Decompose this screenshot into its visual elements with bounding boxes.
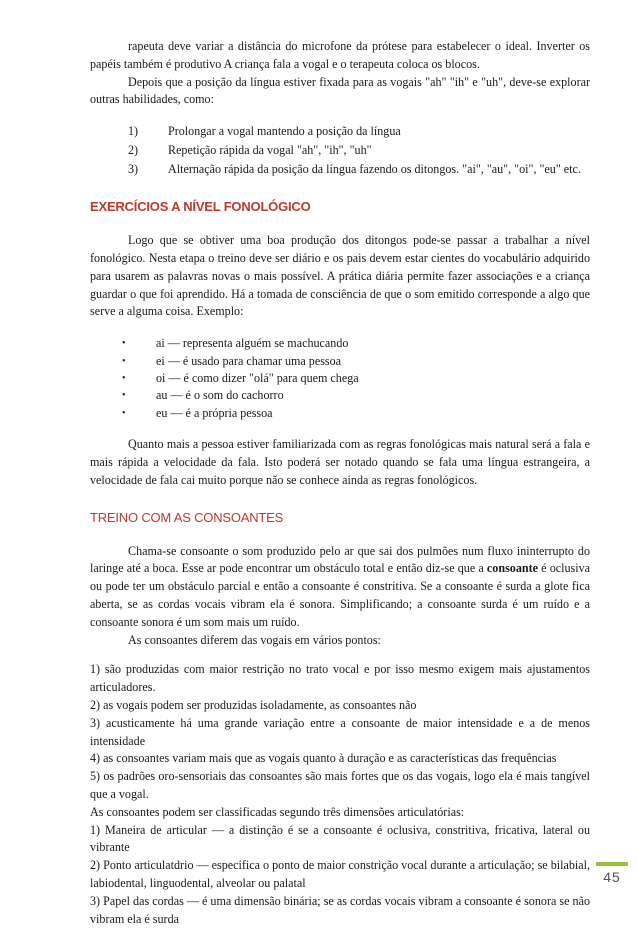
fonologico-paragraph-1: Logo que se obtiver uma boa produção dos ditongos pode-se passar a trabalhar a nível fonológico. Nesta etapa o treino deve ser diário e os pais devem estar cientes do vocabulário adquirido para usarem as palavras novas o mais possível. A prática diária permite fazer associações e a criança guardar o que foi aprendido. Há a tomada de consciência de que o som emitido corresponde a algo que serve a alguma coisa. Exemplo: [90, 233, 590, 319]
list-text: eu — é a própria pessoa [156, 405, 273, 420]
list-item [90, 387, 590, 404]
text-run: é oclusiva ou pode ter um obstáculo parcial e então a consoante é constritiva. Se a consoante é surda a glote fica aberta, se as cordas vocais vibram ela é sonora. Simplificando; a consoante surda é um ruído e a consoante sonora é um som mais um ruído. [90, 561, 590, 629]
skills-list [90, 122, 590, 179]
list-item [90, 405, 590, 422]
bullet-icon: • [122, 407, 126, 419]
dimensions-intro: As consoantes podem ser classificadas segundo três dimensões articulatórias: [90, 804, 465, 819]
text-run: Chama-se consoante o som produzido pelo ar que sai dos pulmões num fluxo ininterrupto do laringe até a boca. Esse ar pode encontrar um obstáculo total e então diz-se que a [90, 543, 590, 576]
page-number-box [596, 862, 628, 885]
consoantes-paragraph-1 [90, 543, 590, 632]
difference-point: 3) acusticamente há uma grande variação entre a consoante de maior intensidade e a de menos intensidade [90, 715, 590, 748]
intro-paragraph-2: Depois que a posição da língua estiver fixada para as vogais "ah" "ih" e "uh", deve-se explorar outras habilidades, como: [90, 74, 590, 107]
list-item [90, 141, 590, 160]
spacer [90, 649, 590, 661]
section-heading-fonologico: EXERCÍCIOS A NÍVEL FONOLÓGICO [90, 199, 311, 215]
list-text: oi — é como dizer "olá" para quem chega [156, 370, 359, 385]
difference-point: 5) os padrões oro-sensoriais das consoantes são mais fortes que os das vogais, logo ela é mais tangível que a vogal. [90, 769, 590, 801]
list-item [90, 122, 590, 141]
difference-point: 4) as consoantes variam mais que as vogais quanto à duração e as características das frequências [90, 751, 557, 766]
bullet-icon: • [122, 390, 126, 402]
consoantes-paragraph-2: As consoantes diferem das vogais em vários pontos: [128, 632, 381, 647]
list-item [90, 353, 590, 370]
list-text: Repetição rápida da vogal "ah", "ih", "uh" [168, 143, 372, 158]
page-number: 45 [603, 869, 621, 885]
list-text: ai — representa alguém se machucando [156, 336, 349, 351]
bullet-icon: • [122, 338, 126, 350]
section-heading-consoantes: TREINO COM AS CONSOANTES [90, 509, 284, 525]
list-text: ei — é usado para chamar uma pessoa [156, 353, 342, 368]
list-text: Alternação rápida da posição da língua fazendo os ditongos. "ai", "au", "oi", "eu" etc. [168, 162, 581, 177]
list-number: 1) [128, 124, 139, 139]
list-number: 3) [128, 162, 139, 177]
difference-point: 1) são produzidas com maior restrição no trato vocal e por isso mesmo exigem mais ajustamentos articuladores. [90, 662, 590, 695]
dimension-point: 1) Maneira de articular — a distinção é se a consoante é oclusiva, constritiva, fricativa, lateral ou vibrante [90, 822, 590, 855]
difference-point: 2) as vogais podem ser produzidas isoladamente, as consoantes não [90, 697, 417, 712]
bullet-icon: • [122, 372, 126, 384]
diphthong-bullet-list [90, 335, 590, 422]
bold-term: consoante [486, 561, 538, 576]
page-content [90, 38, 590, 928]
dimension-point: 3) Papel das cordas — é uma dimensão binária; se as cordas vocais vibram a consoante é sonora se não vibram ela é surda [90, 893, 590, 926]
fonologico-paragraph-2: Quanto mais a pessoa estiver familiarizada com as regras fonológicas mais natural será a fala e mais rápida a velocidade da fala. Isto poderá ser notado quando se fala uma língua estrangeira, a velocidade de fala cai muito porque não se conhece ainda as regras fonológicos. [90, 437, 590, 487]
list-text: au — é o som do cachorro [156, 388, 284, 403]
list-text: Prolongar a vogal mantendo a posição da língua [168, 124, 401, 139]
list-item [90, 335, 590, 352]
dimension-point: 2) Ponto articulatdrio — especifica o ponto de maior constrição vocal durante a articulação; se bilabial, labiodental, linguodental, alveolar ou palatal [90, 858, 590, 890]
intro-paragraph-1: rapeuta deve variar a distância do microfone da prótese para estabelecer o ideal. Inverter os papéis também é produtivo A criança fala a vogal e o terapeuta coloca os blocos. [90, 39, 590, 71]
page-number-rule [596, 862, 628, 866]
list-item [90, 160, 590, 179]
bullet-icon: • [122, 355, 126, 367]
list-item [90, 370, 590, 387]
list-number: 2) [128, 143, 139, 158]
